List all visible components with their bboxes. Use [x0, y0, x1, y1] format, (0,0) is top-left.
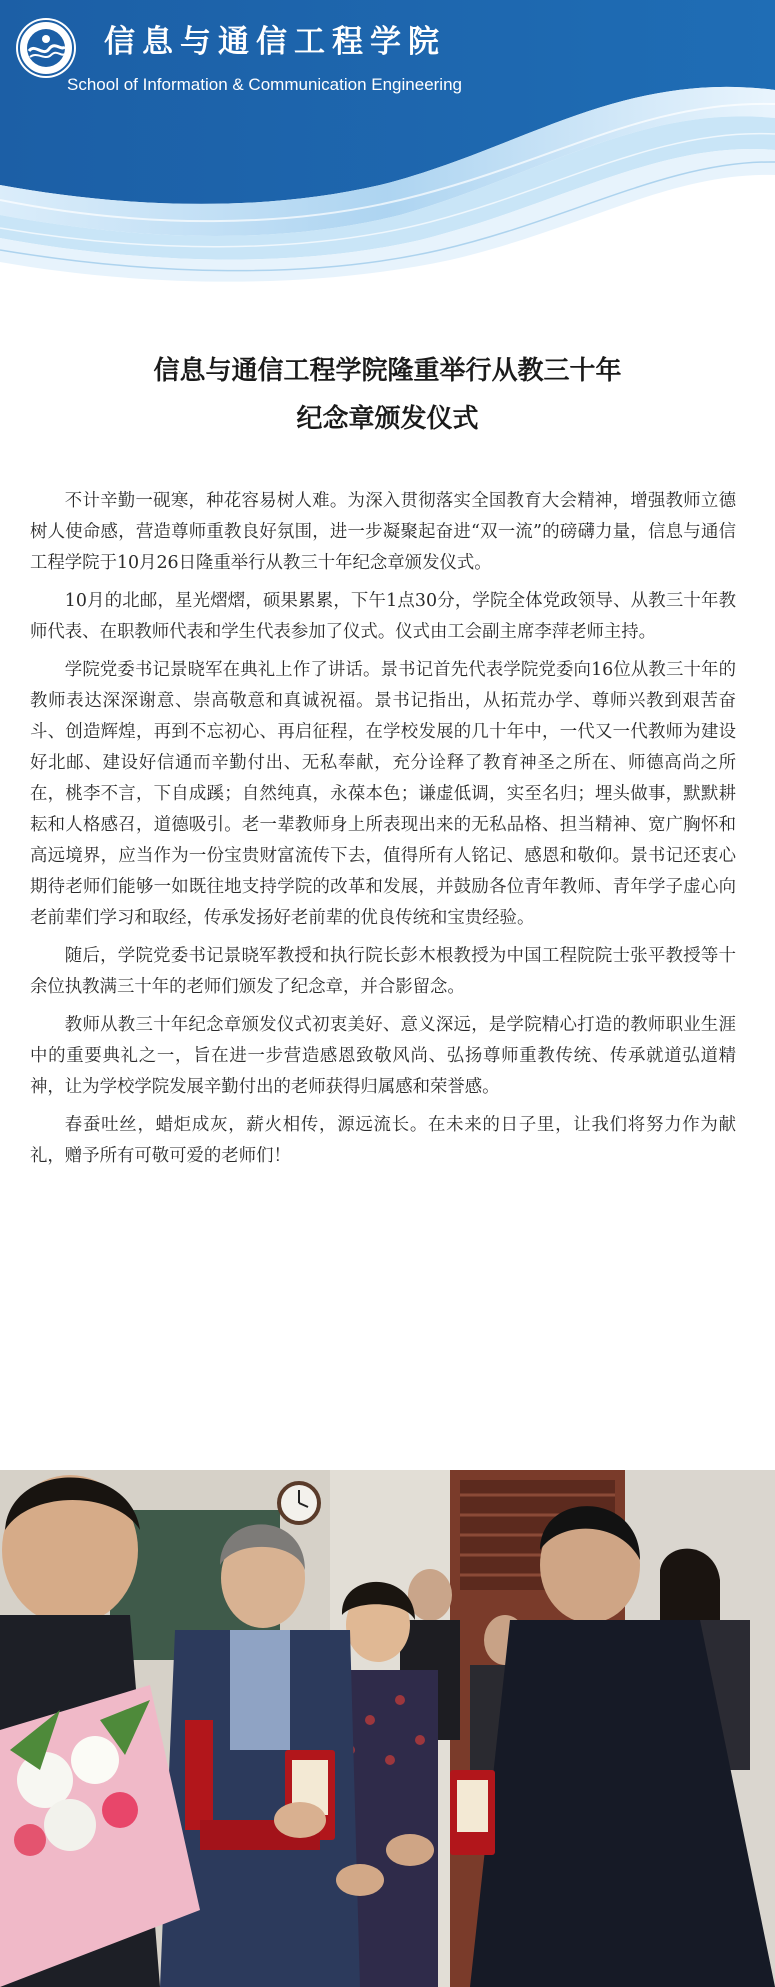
school-name-en: School of Information & Communication Engineering [67, 75, 462, 94]
article-paragraph-4: 随后，学院党委书记景晓军教授和执行院长彭木根教授为中国工程院院士张平教授等十余位执教满三十年的老师们颁发了纪念章，并合影留念。 [30, 946, 736, 997]
article-body [30, 486, 736, 1179]
article-title-line-1: 信息与通信工程学院隆重举行从教三十年 [153, 356, 622, 386]
university-emblem-icon [15, 17, 77, 79]
ceremony-photo-illustration [0, 1470, 775, 1987]
article-paragraph-5: 教师从教三十年纪念章颁发仪式初衷美好、意义深远，是学院精心打造的教师职业生涯中的重要典礼之一，旨在进一步营造感恩致敬风尚、弘扬尊师重教传统、传承就道弘道精神，让为学校学院发展辛勤付出的老师获得归属感和荣誉感。 [30, 1015, 736, 1097]
article-paragraph-1: 不计辛勤一砚寒，种花容易树人难。为深入贯彻落实全国教育大会精神，增强教师立德树人使命感，营造尊师重教良好氛围，进一步凝聚起奋进“双一流”的磅礴力量，信息与通信工程学院于10月26日隆重举行从教三十年纪念章颁发仪式。 [30, 491, 736, 573]
article-paragraph-6: 春蚕吐丝，蜡炬成灰，薪火相传，源远流长。在未来的日子里，让我们将努力作为献礼，赠予所有可敬可爱的老师们！ [30, 1115, 736, 1166]
school-name-cn: 信息与通信工程学院 [104, 24, 446, 60]
header-banner [0, 0, 775, 300]
ceremony-photo [0, 1470, 775, 1987]
article-paragraph-3: 学院党委书记景晓军在典礼上作了讲话。景书记首先代表学院党委向16位从教三十年的教师表达深深谢意、崇高敬意和真诚祝福。景书记指出，从拓荒办学、尊师兴教到艰苦奋斗、创造辉煌，再到不忘初心、再启征程，在学校发展的几十年中，一代又一代教师为建设好北邮、建设好信通而辛勤付出、无私奉献，充分诠释了教育神圣之所在、师德高尚之所在，桃李不言，下自成蹊；自然纯真，永葆本色；谦虚低调，实至名归；埋头做事，默默耕耘和人格感召，道德吸引。老一辈教师身上所表现出来的无私品格、担当精神、宽广胸怀和高远境界，应当作为一份宝贵财富流传下去，值得所有人铭记、感恩和敬仰。景书记还衷心期待老师们能够一如既往地支持学院的改革和发展，并鼓励各位青年教师、青年学子虚心向老前辈们学习和取经，传承发扬好老前辈的优良传统和宝贵经验。 [30, 660, 736, 928]
article-paragraph-2: 10月的北邮，星光熠熠，硕果累累，下午1点30分，学院全体党政领导、从教三十年教师代表、在职教师代表和学生代表参加了仪式。仪式由工会副主席李萍老师主持。 [30, 591, 736, 642]
article-title-line-2: 纪念章颁发仪式 [296, 404, 479, 434]
